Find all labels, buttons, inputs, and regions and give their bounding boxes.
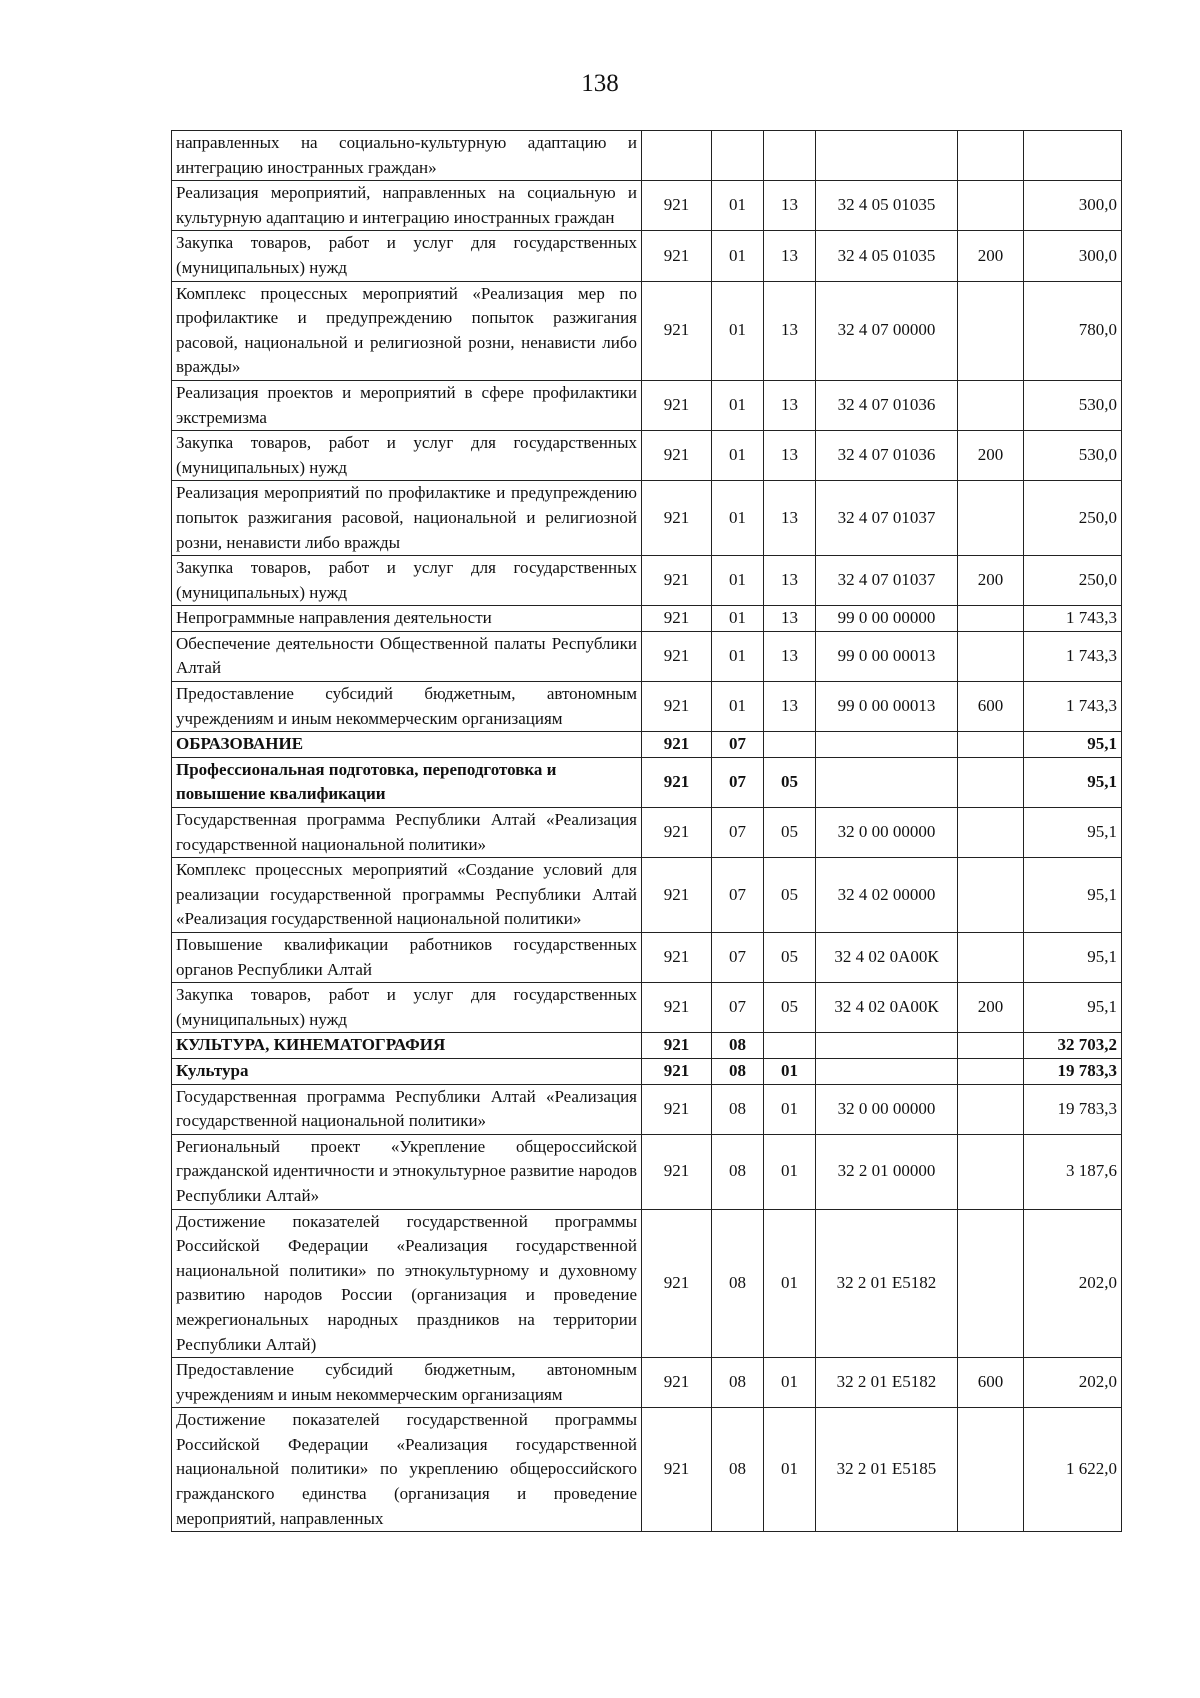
row-section-code: 08 [712, 1134, 764, 1209]
row-target-article: 32 2 01 Е5185 [816, 1408, 958, 1532]
row-admin-code: 921 [642, 431, 712, 481]
row-subsection-code [764, 732, 816, 758]
table-row [172, 181, 1122, 231]
row-name: Непрограммные направления деятельности [172, 606, 642, 632]
row-section-code: 01 [712, 682, 764, 732]
table-row [172, 431, 1122, 481]
table-row [172, 757, 1122, 807]
row-target-article: 99 0 00 00013 [816, 682, 958, 732]
row-target-article [816, 131, 958, 181]
row-name: Комплекс процессных мероприятий «Создание условий для реализации государственной программы Республики Алтай «Реализация государственной национальной политики» [172, 858, 642, 933]
row-target-article: 32 4 07 01036 [816, 431, 958, 481]
row-admin-code: 921 [642, 481, 712, 556]
row-amount: 202,0 [1024, 1358, 1122, 1408]
row-name: Закупка товаров, работ и услуг для государственных (муниципальных) нужд [172, 431, 642, 481]
row-subsection-code: 13 [764, 380, 816, 430]
row-target-article: 32 4 07 01037 [816, 556, 958, 606]
row-admin-code: 921 [642, 983, 712, 1033]
row-admin-code: 921 [642, 933, 712, 983]
row-expense-type: 200 [958, 431, 1024, 481]
row-target-article: 32 4 05 01035 [816, 231, 958, 281]
row-subsection-code: 13 [764, 556, 816, 606]
row-amount: 95,1 [1024, 757, 1122, 807]
row-section-code: 01 [712, 606, 764, 632]
row-target-article: 32 2 01 00000 [816, 1134, 958, 1209]
row-amount: 300,0 [1024, 181, 1122, 231]
row-name: Государственная программа Республики Алтай «Реализация государственной национальной политики» [172, 808, 642, 858]
row-subsection-code: 05 [764, 983, 816, 1033]
row-expense-type [958, 1084, 1024, 1134]
row-name: Достижение показателей государственной программы Российской Федерации «Реализация государственной национальной политики» по укреплению общероссийского гражданского единства (организация и проведение мероприятий, направленных [172, 1408, 642, 1532]
row-expense-type [958, 1033, 1024, 1059]
row-amount: 95,1 [1024, 732, 1122, 758]
row-subsection-code: 01 [764, 1209, 816, 1358]
row-amount: 95,1 [1024, 808, 1122, 858]
row-name: Профессиональная подготовка, переподготовка и повышение квалификации [172, 757, 642, 807]
row-expense-type [958, 1209, 1024, 1358]
row-section-code: 07 [712, 732, 764, 758]
row-section-code: 07 [712, 757, 764, 807]
row-expense-type [958, 858, 1024, 933]
row-section-code [712, 131, 764, 181]
row-subsection-code: 01 [764, 1134, 816, 1209]
row-admin-code: 921 [642, 1084, 712, 1134]
row-section-code: 07 [712, 933, 764, 983]
row-target-article: 99 0 00 00013 [816, 631, 958, 681]
row-expense-type [958, 281, 1024, 380]
row-admin-code: 921 [642, 1033, 712, 1059]
table-row [172, 808, 1122, 858]
row-section-code: 08 [712, 1358, 764, 1408]
row-name: Региональный проект «Укрепление общероссийской гражданской идентичности и этнокультурное развитие народов Республики Алтай» [172, 1134, 642, 1209]
row-expense-type [958, 1408, 1024, 1532]
row-target-article: 32 4 05 01035 [816, 181, 958, 231]
row-subsection-code [764, 1033, 816, 1059]
row-section-code: 07 [712, 808, 764, 858]
table-row [172, 933, 1122, 983]
row-section-code: 01 [712, 631, 764, 681]
row-target-article: 32 2 01 Е5182 [816, 1358, 958, 1408]
row-admin-code: 921 [642, 757, 712, 807]
row-subsection-code: 13 [764, 431, 816, 481]
table-row [172, 481, 1122, 556]
row-name: Закупка товаров, работ и услуг для государственных (муниципальных) нужд [172, 556, 642, 606]
row-target-article: 32 4 02 00000 [816, 858, 958, 933]
row-expense-type [958, 481, 1024, 556]
row-name: Государственная программа Республики Алтай «Реализация государственной национальной политики» [172, 1084, 642, 1134]
row-subsection-code: 01 [764, 1058, 816, 1084]
row-admin-code: 921 [642, 281, 712, 380]
row-name: направленных на социально-культурную адаптацию и интеграцию иностранных граждан» [172, 131, 642, 181]
row-amount: 202,0 [1024, 1209, 1122, 1358]
row-amount: 250,0 [1024, 556, 1122, 606]
row-section-code: 01 [712, 231, 764, 281]
row-expense-type: 200 [958, 983, 1024, 1033]
row-name: Реализация мероприятий, направленных на социальную и культурную адаптацию и интеграцию иностранных граждан [172, 181, 642, 231]
row-section-code: 01 [712, 281, 764, 380]
row-subsection-code [764, 131, 816, 181]
row-expense-type [958, 1058, 1024, 1084]
row-admin-code: 921 [642, 1358, 712, 1408]
row-target-article [816, 1033, 958, 1059]
row-amount: 95,1 [1024, 933, 1122, 983]
row-expense-type [958, 131, 1024, 181]
table-row [172, 380, 1122, 430]
row-subsection-code: 01 [764, 1084, 816, 1134]
table-row [172, 231, 1122, 281]
row-amount: 95,1 [1024, 858, 1122, 933]
table-row [172, 1358, 1122, 1408]
row-section-code: 08 [712, 1084, 764, 1134]
row-amount: 3 187,6 [1024, 1134, 1122, 1209]
row-name: ОБРАЗОВАНИЕ [172, 732, 642, 758]
row-expense-type: 200 [958, 556, 1024, 606]
table-row [172, 732, 1122, 758]
row-admin-code: 921 [642, 1058, 712, 1084]
row-subsection-code: 13 [764, 181, 816, 231]
row-expense-type [958, 380, 1024, 430]
row-admin-code: 921 [642, 808, 712, 858]
row-expense-type [958, 631, 1024, 681]
table-row [172, 281, 1122, 380]
row-expense-type [958, 181, 1024, 231]
row-section-code: 08 [712, 1209, 764, 1358]
row-amount: 530,0 [1024, 431, 1122, 481]
row-name: Закупка товаров, работ и услуг для государственных (муниципальных) нужд [172, 983, 642, 1033]
budget-table-body [172, 131, 1122, 1532]
row-subsection-code: 13 [764, 631, 816, 681]
row-admin-code: 921 [642, 556, 712, 606]
row-subsection-code: 13 [764, 606, 816, 632]
row-subsection-code: 05 [764, 808, 816, 858]
row-expense-type [958, 808, 1024, 858]
row-subsection-code: 13 [764, 682, 816, 732]
row-amount: 1 622,0 [1024, 1408, 1122, 1532]
row-admin-code: 921 [642, 606, 712, 632]
row-name: Реализация проектов и мероприятий в сфере профилактики экстремизма [172, 380, 642, 430]
row-target-article [816, 1058, 958, 1084]
row-name: Закупка товаров, работ и услуг для государственных (муниципальных) нужд [172, 231, 642, 281]
row-amount: 95,1 [1024, 983, 1122, 1033]
row-subsection-code: 13 [764, 281, 816, 380]
row-amount [1024, 131, 1122, 181]
row-target-article [816, 757, 958, 807]
row-admin-code: 921 [642, 181, 712, 231]
row-section-code: 07 [712, 983, 764, 1033]
row-section-code: 01 [712, 556, 764, 606]
table-row [172, 631, 1122, 681]
row-target-article [816, 732, 958, 758]
row-expense-type [958, 1134, 1024, 1209]
row-name: Предоставление субсидий бюджетным, автономным учреждениям и иным некоммерческим организациям [172, 1358, 642, 1408]
row-name: Реализация мероприятий по профилактике и предупреждению попыток разжигания расовой, национальной и религиозной розни, ненависти либо вражды [172, 481, 642, 556]
row-admin-code: 921 [642, 1408, 712, 1532]
row-amount: 300,0 [1024, 231, 1122, 281]
row-name: Повышение квалификации работников государственных органов Республики Алтай [172, 933, 642, 983]
row-admin-code: 921 [642, 682, 712, 732]
row-name: Обеспечение деятельности Общественной палаты Республики Алтай [172, 631, 642, 681]
table-row [172, 1033, 1122, 1059]
row-amount: 19 783,3 [1024, 1084, 1122, 1134]
row-subsection-code: 01 [764, 1358, 816, 1408]
row-expense-type [958, 757, 1024, 807]
row-target-article: 32 2 01 Е5182 [816, 1209, 958, 1358]
table-row [172, 1134, 1122, 1209]
row-name: Предоставление субсидий бюджетным, автономным учреждениям и иным некоммерческим организациям [172, 682, 642, 732]
row-target-article: 32 4 07 01036 [816, 380, 958, 430]
row-expense-type [958, 606, 1024, 632]
row-name: Культура [172, 1058, 642, 1084]
row-expense-type [958, 732, 1024, 758]
row-name: Достижение показателей государственной программы Российской Федерации «Реализация государственной национальной политики» по этнокультурному и духовному развитию народов России (организация и проведение межрегиональных народных праздников на территории Республики Алтай) [172, 1209, 642, 1358]
row-amount: 1 743,3 [1024, 606, 1122, 632]
row-admin-code: 921 [642, 858, 712, 933]
table-row [172, 131, 1122, 181]
row-admin-code: 921 [642, 732, 712, 758]
row-amount: 1 743,3 [1024, 631, 1122, 681]
row-section-code: 01 [712, 481, 764, 556]
row-section-code: 07 [712, 858, 764, 933]
row-section-code: 08 [712, 1033, 764, 1059]
table-row [172, 1209, 1122, 1358]
row-name: КУЛЬТУРА, КИНЕМАТОГРАФИЯ [172, 1033, 642, 1059]
table-row [172, 1084, 1122, 1134]
row-name: Комплекс процессных мероприятий «Реализация мер по профилактике и предупреждению попыток разжигания расовой, национальной и религиозной розни, ненависти либо вражды» [172, 281, 642, 380]
row-admin-code: 921 [642, 1209, 712, 1358]
budget-table [171, 130, 1122, 1532]
row-admin-code: 921 [642, 380, 712, 430]
row-expense-type: 600 [958, 682, 1024, 732]
row-target-article: 32 4 02 0А00К [816, 983, 958, 1033]
row-subsection-code: 13 [764, 231, 816, 281]
row-amount: 530,0 [1024, 380, 1122, 430]
row-expense-type: 200 [958, 231, 1024, 281]
row-target-article: 32 0 00 00000 [816, 1084, 958, 1134]
row-admin-code: 921 [642, 631, 712, 681]
row-subsection-code: 05 [764, 933, 816, 983]
row-section-code: 01 [712, 380, 764, 430]
table-row [172, 606, 1122, 632]
row-subsection-code: 05 [764, 858, 816, 933]
row-target-article: 32 4 07 00000 [816, 281, 958, 380]
row-admin-code: 921 [642, 231, 712, 281]
page-number: 138 [581, 70, 619, 97]
row-target-article: 32 0 00 00000 [816, 808, 958, 858]
table-row [172, 682, 1122, 732]
row-subsection-code: 05 [764, 757, 816, 807]
row-amount: 250,0 [1024, 481, 1122, 556]
row-section-code: 01 [712, 431, 764, 481]
row-amount: 1 743,3 [1024, 682, 1122, 732]
row-amount: 780,0 [1024, 281, 1122, 380]
row-amount: 32 703,2 [1024, 1033, 1122, 1059]
table-row [172, 858, 1122, 933]
table-row [172, 556, 1122, 606]
table-row [172, 1058, 1122, 1084]
table-row [172, 983, 1122, 1033]
row-admin-code [642, 131, 712, 181]
row-subsection-code: 13 [764, 481, 816, 556]
row-target-article: 32 4 07 01037 [816, 481, 958, 556]
row-target-article: 32 4 02 0А00К [816, 933, 958, 983]
row-expense-type: 600 [958, 1358, 1024, 1408]
row-expense-type [958, 933, 1024, 983]
row-section-code: 08 [712, 1058, 764, 1084]
row-section-code: 01 [712, 181, 764, 231]
row-target-article: 99 0 00 00000 [816, 606, 958, 632]
row-subsection-code: 01 [764, 1408, 816, 1532]
row-section-code: 08 [712, 1408, 764, 1532]
table-row [172, 1408, 1122, 1532]
row-amount: 19 783,3 [1024, 1058, 1122, 1084]
row-admin-code: 921 [642, 1134, 712, 1209]
